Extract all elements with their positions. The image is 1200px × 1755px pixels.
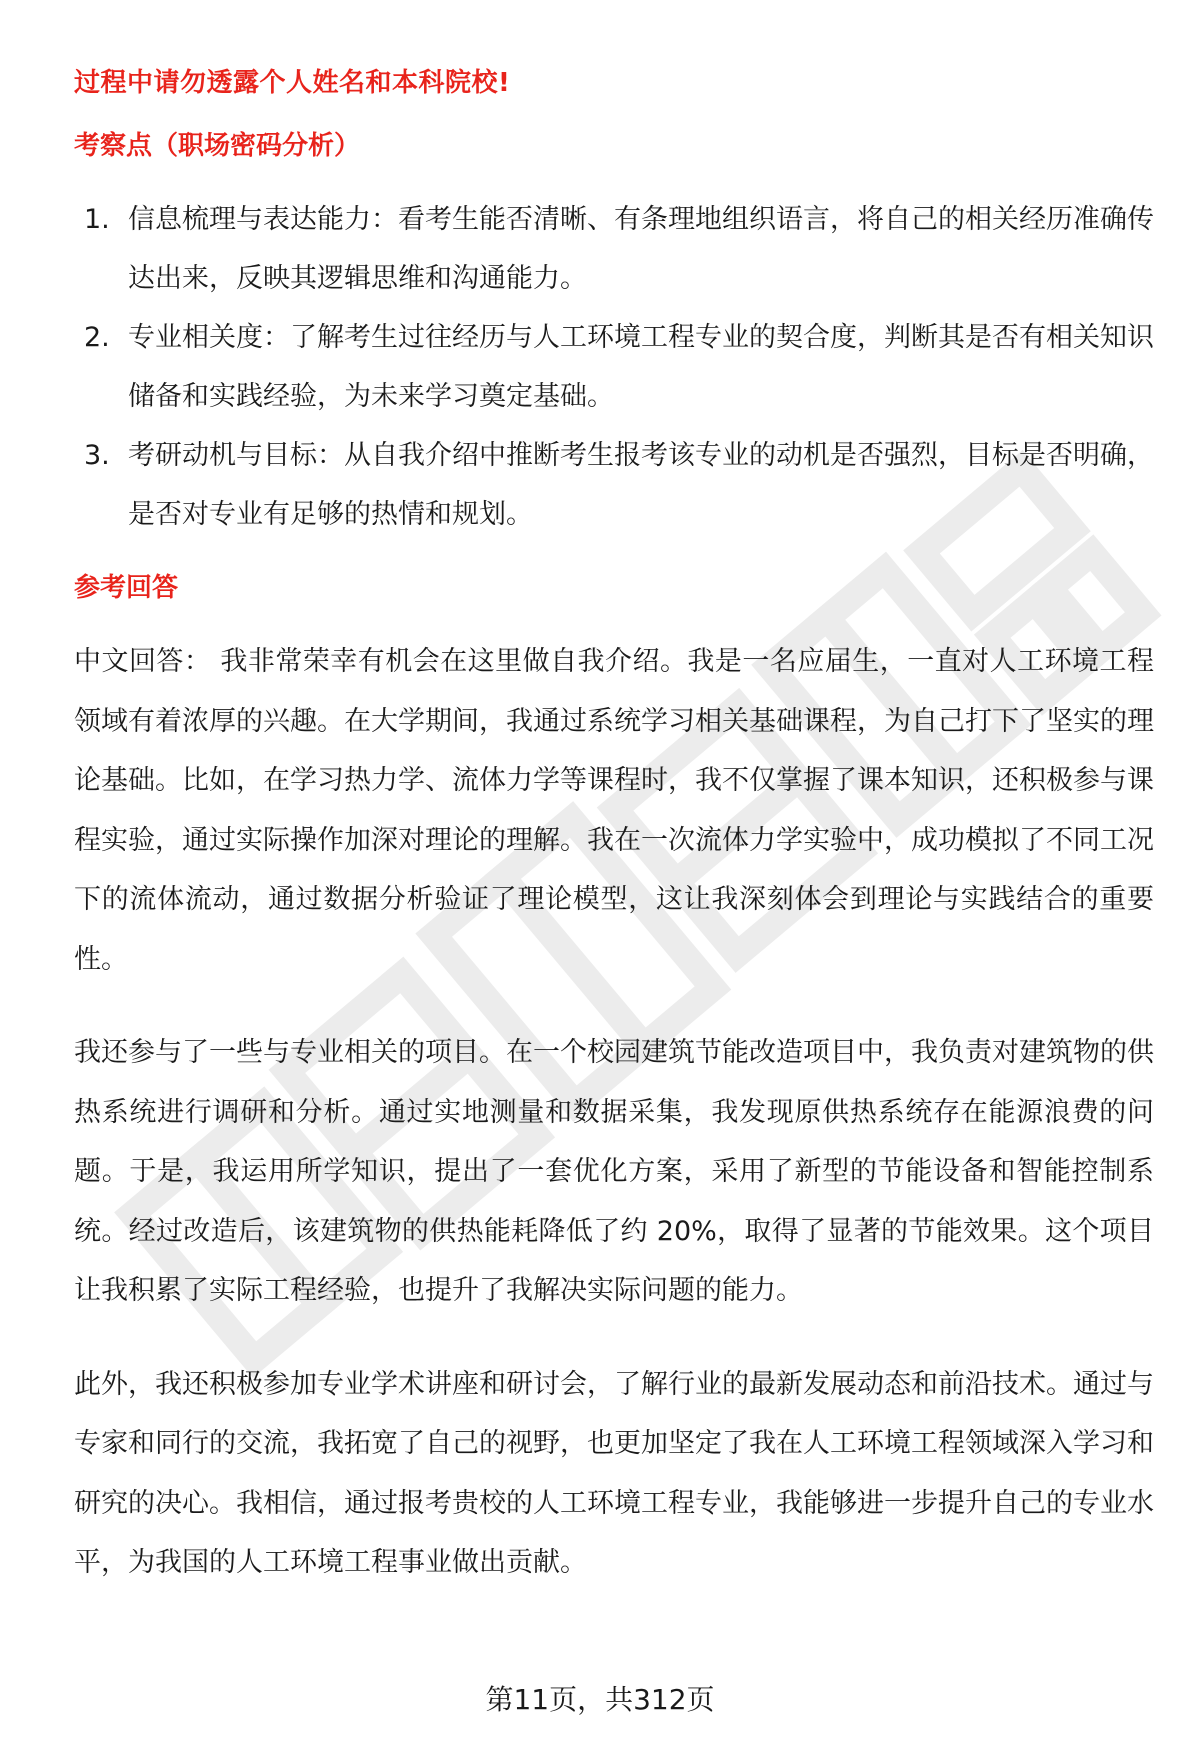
answer-paragraph: 我还参与了一些与专业相关的项目。在一个校园建筑节能改造项目中，我负责对建筑物的供热系统进行调研和分析。通过实地测量和数据采集，我发现原供热系统存在能源浪费的问题。于是，我运用所学知识，提出了一套优化方案，采用了新型的节能设备和智能控制系统。经过改造后，该建筑物的供热能耗降低了约 20%，取得了显著的节能效果。这个项目让我积累了实际工程经验，也提升了我解决实际问题的能力。 bbox=[74, 1037, 1154, 1306]
list-item-text: 考研动机与目标：从自我介绍中推断考生报考该专业的动机是否强烈，目标是否明确，是否对专业有足够的热情和规划。 bbox=[128, 440, 1154, 530]
answer-paragraph: 此外，我还积极参加专业学术讲座和研讨会，了解行业的最新发展动态和前沿技术。通过与专家和同行的交流，我拓宽了自己的视野，也更加坚定了我在人工环境工程领域深入学习和研究的决心。我相信，通过报考贵校的人工环境工程专业，我能够进一步提升自己的专业水平，为我国的人工环境工程事业做出贡献。 bbox=[74, 1368, 1154, 1578]
exam-points-list bbox=[74, 190, 1154, 544]
list-item-number: 2. bbox=[84, 322, 110, 353]
list-item-number: 3. bbox=[84, 440, 110, 471]
page-number-footer: 第11页，共312页 bbox=[485, 1683, 715, 1716]
list-item-text: 专业相关度：了解考生过往经历与人工环境工程专业的契合度，判断其是否有相关知识储备和实践经验，为未来学习奠定基础。 bbox=[128, 322, 1154, 412]
main-content bbox=[74, 58, 1154, 1627]
list-item bbox=[74, 190, 1154, 308]
answer-paragraph: 中文回答： 我非常荣幸有机会在这里做自我介绍。我是一名应届生，一直对人工环境工程领域有着浓厚的兴趣。在大学期间，我通过系统学习相关基础课程，为自己打下了坚实的理论基础。比如，在学习热力学、流体力学等课程时，我不仅掌握了课本知识，还积极参与课程实验，通过实际操作加深对理论的理解。我在一次流体力学实验中，成功模拟了不同工况下的流体流动，通过数据分析验证了理论模型，这让我深刻体会到理论与实践结合的重要性。 bbox=[74, 646, 1154, 975]
list-item-number: 1. bbox=[84, 204, 110, 235]
exam-points-heading: 考察点（职场密码分析） bbox=[74, 131, 361, 161]
list-item bbox=[74, 308, 1154, 426]
list-item-text: 信息梳理与表达能力：看考生能否清晰、有条理地组织语言，将自己的相关经历准确传达出来，反映其逻辑思维和沟通能力。 bbox=[128, 204, 1154, 294]
privacy-warning: 过程中请勿透露个人姓名和本科院校! bbox=[74, 68, 511, 98]
reference-answer-heading: 参考回答 bbox=[74, 573, 179, 603]
list-item bbox=[74, 426, 1154, 544]
